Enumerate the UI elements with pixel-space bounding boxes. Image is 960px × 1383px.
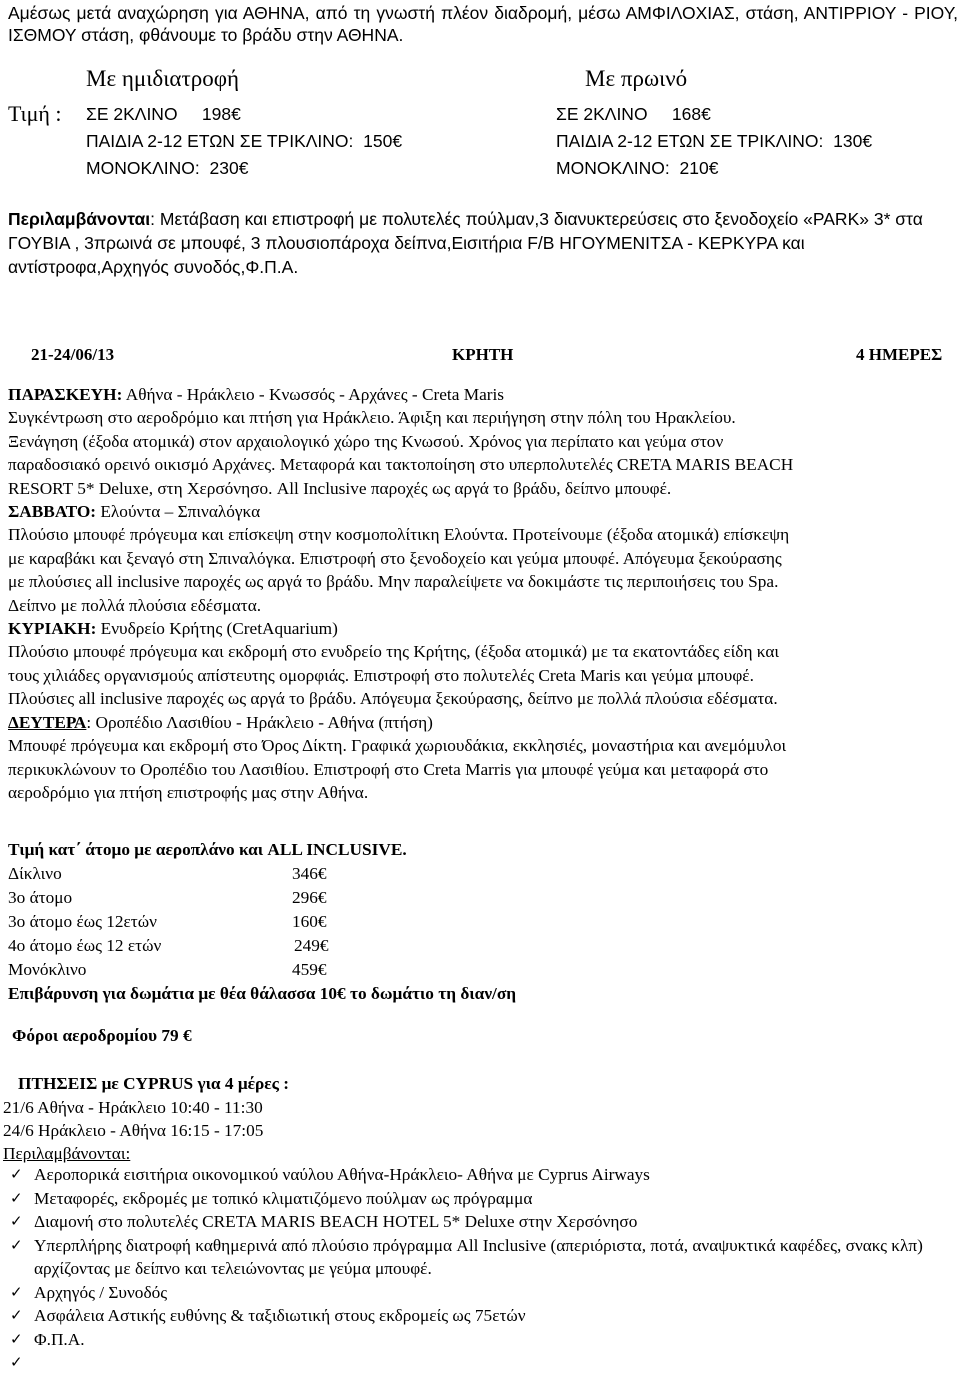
check-icon: ✓ (10, 1212, 23, 1230)
day-line: παραδοσιακό ορεινό οικισμό Αρχάνες. Μεταφορά και τακτοποίηση στο υπερπολυτελές CRETA MARIS BEACH (8, 455, 794, 475)
list-item-text: Διαμονή στο πολυτελές CRETA MARIS BEACH HOTEL 5* Deluxe στην Χερσόνησο (34, 1212, 638, 1231)
list-item (8, 1351, 953, 1374)
day-line: Συγκέντρωση στο αεροδρόμιο και πτήση για Ηράκλειο. Άφιξη και περιήγηση στην πόλη του Ηρακλείου. (8, 408, 736, 428)
included-bottom-title: Περιλαμβάνονται: (3, 1144, 131, 1163)
included-top (8, 207, 953, 279)
price-row-label: 3ο άτομο (8, 888, 73, 907)
day-line: Δείπνο με πολλά πλούσια εδέσματα. (8, 595, 262, 615)
day-label: ΔΕΥΤΕΡΑ (8, 712, 87, 732)
day-line: με καραβάκι και ξεναγό στη Σπιναλόγκα. Επιστροφή στο ξενοδοχείο και γεύμα μπουφέ. Απόγευμα ξεκούρασης (8, 548, 782, 568)
day-title: Αθήνα - Ηράκλειο - Κνωσσός - Αρχάνες - Creta Maris (122, 385, 505, 404)
half-board-children: ΠΑΙΔΙΑ 2-12 ΕΤΩΝ ΣΕ ΤΡΙΚΛΙΝΟ: 150€ (86, 131, 403, 151)
day-line: αεροδρόμιο για πτήση επιστροφής μας στην Αθήνα. (8, 782, 369, 802)
sea-view-surcharge: Επιβάρυνση για δωμάτια με θέα θάλασσα 10€ το δωμάτιο τη διαν/ση (8, 984, 517, 1003)
trip-destination: ΚΡΗΤΗ (452, 345, 514, 364)
list-item (8, 1163, 953, 1187)
day-line: Πλούσιες all inclusive παροχές ως αργά το βράδυ. Απόγευμα ξεκούρασης, δείπνο με πολλά πλούσια εδέσματα. (8, 689, 778, 709)
day-title: Ενυδρείο Κρήτης (CretAquarium) (96, 619, 338, 639)
price-row-value: 346€ (292, 864, 327, 883)
price-row-label: Μονόκλινο (8, 960, 87, 979)
price-row-label: Δίκλινο (8, 864, 62, 883)
trip-duration: 4 ΗΜΕΡΕΣ (856, 345, 943, 364)
day-title: : Οροπέδιο Λασιθίου - Ηράκλειο - Αθήνα (πτήση) (86, 712, 433, 732)
list-item (8, 1281, 953, 1305)
check-icon: ✓ (10, 1165, 23, 1183)
price-row-label: 3ο άτομο έως 12ετών (8, 912, 157, 931)
list-item (8, 1210, 953, 1234)
breakfast-double: ΣΕ 2ΚΛΙΝΟ 168€ (556, 104, 711, 124)
airport-tax: Φόροι αεροδρομίου 79 € (12, 1026, 192, 1045)
price-label: Τιμή : (8, 101, 62, 126)
list-item-text: Μεταφορές, εκδρομές με τοπικό κλιματιζόμενο πούλμαν ως πρόγραμμα (34, 1188, 533, 1208)
price-table-title: Τιμή κατ΄ άτομο με αεροπλάνο και ALL INCLUSIVE. (8, 840, 407, 859)
day-line: με πλούσιες all inclusive παροχές ως αργά το βράδυ. Μην παραλείψετε να δοκιμάστε τις περιποιήσεις του Spa. (8, 572, 779, 592)
half-board-double: ΣΕ 2ΚΛΙΝΟ 198€ (86, 104, 241, 124)
trip-dates: 21-24/06/13 (31, 345, 115, 364)
day-line: RESORT 5* Deluxe, στη Χερσόνησο. All Inclusive παροχές ως αργά το βράδυ, δείπνο μπουφέ. (8, 478, 672, 498)
breakfast-children: ΠΑΙΔΙΑ 2-12 ΕΤΩΝ ΣΕ ΤΡΙΚΛΙΝΟ: 130€ (556, 131, 873, 151)
price-row-value: 249€ (294, 936, 329, 955)
list-item (8, 1234, 953, 1281)
day-monday-heading (8, 711, 953, 734)
intro-paragraph: Αμέσως μετά αναχώρηση για ΑΘΗΝΑ, από τη γνωστή πλέον διαδρομή, μέσω ΑΜΦΙΛΟΧΙΑΣ, στάση, ΑΝΤΙΡΡΙΟΥ - ΡΙΟΥ, ΙΣΘΜΟΥ στάση, φθάνουμε το βράδυ στην ΑΘΗΝΑ. (8, 3, 958, 45)
price-row-value: 459€ (292, 960, 327, 979)
breakfast-heading: Με πρωινό (585, 66, 688, 91)
day-label: ΠΑΡΑΣΚΕΥΗ: (8, 385, 123, 404)
day-saturday-heading (8, 500, 953, 523)
day-line: Πλούσιο μπουφέ πρόγευμα και επίσκεψη στην κοσμοπολίτικη Ελούντα. Προτείνουμε (έξοδα ατομικά) επίσκεψη (8, 525, 790, 545)
half-board-single: ΜΟΝΟΚΛΙΝΟ: 230€ (86, 158, 249, 178)
list-item-text: Υπερπλήρης διατροφή καθημερινά από πλούσιο πρόγραμμα All Inclusive (απεριόριστα, ποτά, αναψυκτικά καφέδες, σνακς κλπ) αρχίζοντας με δείπνο και τελειώνοντας με γεύμα μπουφέ. (34, 1235, 923, 1278)
day-line: Μπουφέ πρόγευμα και εκδρομή στο Όρος Δίκτη. Γραφικά χωριουδάκια, εκκλησιές, μοναστήρια και ανεμόμυλοι (8, 736, 787, 756)
price-row-value: 296€ (292, 888, 327, 907)
list-item (8, 1328, 953, 1352)
included-top-label: Περιλαμβάνονται (8, 209, 151, 229)
flight-outbound: 21/6 Αθήνα - Ηράκλειο 10:40 - 11:30 (3, 1098, 263, 1117)
day-title: Ελούντα – Σπιναλόγκα (96, 502, 261, 522)
day-line: περικυκλώνουν το Οροπέδιο του Λασιθίου. Επιστροφή στο Creta Marris για μπουφέ γεύμα και μεταφορά στο (8, 759, 769, 779)
list-item-text: Ασφάλεια Αστικής ευθύνης & ταξιδιωτική στους εκδρομείς ως 75ετών (34, 1306, 526, 1325)
list-item-text: Αεροπορικά εισιτήρια οικονομικού ναύλου Αθήνα-Ηράκλειο- Αθήνα με Cyprus Airways (34, 1165, 650, 1184)
check-icon: ✓ (10, 1306, 23, 1324)
price-row-label: 4ο άτομο έως 12 ετών (8, 936, 162, 955)
day-line: τους χιλιάδες οργανισμούς απίστευτης ομορφιάς. Επιστροφή στο πολυτελές Creta Maris και γεύμα μπουφέ. (8, 665, 754, 685)
list-item-text: Αρχηγός / Συνοδός (34, 1282, 168, 1302)
day-line: Πλούσιο μπουφέ πρόγευμα και εκδρομή στο ενυδρείο της Κρήτης, (έξοδα ατομικά) με τα εκατοντάδες είδη και (8, 642, 780, 662)
list-item (8, 1187, 953, 1211)
price-row-value: 160€ (292, 912, 327, 931)
day-label: ΚΥΡΙΑΚΗ: (8, 619, 97, 639)
check-icon: ✓ (10, 1353, 23, 1371)
included-top-text: : Μετάβαση και επιστροφή με πολυτελές πούλμαν,3 διανυκτερεύσεις στο ξενοδοχείο «PARK» 3* στα ΓΟΥΒΙΑ , 3πρωινά σε μπουφέ, 3 πλουσιοπάροχα δείπνα,Εισιτήρια F/B ΗΓΟΥΜΕΝΙΤΣΑ - ΚΕΡΚΥΡΑ και αντίστροφα,Αρχηγός συνοδός,Φ.Π.Α. (8, 209, 923, 277)
check-icon: ✓ (10, 1188, 23, 1207)
day-line: Ξενάγηση (έξοδα ατομικά) στον αρχαιολογικό χώρο της Κνωσού. Χρόνος για περίπατο και γεύμα στον (8, 431, 724, 451)
included-checklist (8, 1163, 953, 1374)
flight-return: 24/6 Ηράκλειο - Αθήνα 16:15 - 17:05 (3, 1121, 264, 1140)
check-icon: ✓ (10, 1235, 23, 1254)
flights-title: ΠΤΗΣΕΙΣ με CYPRUS για 4 μέρες : (18, 1074, 290, 1093)
list-item-text: Φ.Π.Α. (34, 1329, 85, 1349)
itinerary (8, 383, 953, 804)
day-friday-heading (8, 383, 953, 406)
list-item (8, 1304, 953, 1328)
day-label: ΣΑΒΒΑΤΟ: (8, 502, 97, 522)
day-sunday-heading (8, 617, 953, 640)
check-icon: ✓ (10, 1282, 23, 1301)
half-board-heading: Με ημιδιατροφή (86, 66, 240, 91)
check-icon: ✓ (10, 1329, 23, 1348)
breakfast-single: ΜΟΝΟΚΛΙΝΟ: 210€ (556, 158, 719, 178)
